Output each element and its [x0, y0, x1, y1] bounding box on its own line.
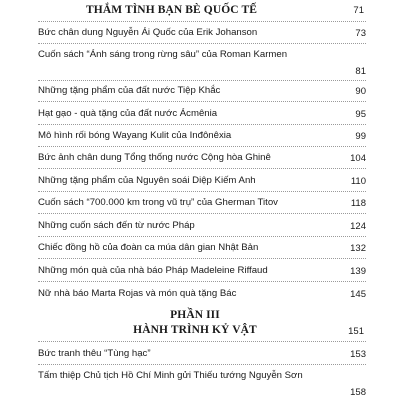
toc-entry-title: Bức tranh thêu “Tùng hạc”: [38, 348, 151, 359]
toc-entry[interactable]: [38, 219, 366, 232]
divider: [38, 191, 366, 192]
divider: [38, 80, 366, 81]
toc-entry[interactable]: [38, 48, 366, 76]
toc-entry-page: 132: [350, 243, 366, 254]
toc-entry-title: Tấm thiệp Chủ tịch Hồ Chí Minh gửi Thiếu tướng Nguyễn Sơn: [38, 370, 303, 381]
toc-entry-page: 104: [350, 153, 366, 164]
part-title: HÀNH TRÌNH KỶ VẬT: [133, 324, 257, 336]
toc-entry-page: 95: [355, 109, 366, 120]
toc-entry-title: Những tặng phẩm của đất nước Tiệp Khắc: [38, 85, 221, 96]
toc-entry-title: Bức chân dung Nguyễn Ái Quốc của Erik Johanson: [38, 27, 258, 38]
toc-entry-page: 139: [350, 266, 366, 277]
divider: [38, 168, 366, 169]
section-page-number: 71: [353, 5, 364, 16]
divider: [38, 364, 366, 365]
toc-entry-page: 145: [350, 289, 366, 300]
toc-entry[interactable]: [38, 287, 366, 300]
toc-entry-title: Cuốn sách “Ánh sáng trong rừng sâu” của Roman Karmen: [38, 49, 288, 60]
toc-entry-page: 73: [355, 28, 366, 39]
toc-entry[interactable]: [38, 129, 366, 142]
toc-entry[interactable]: [38, 26, 366, 39]
toc-entry[interactable]: [38, 84, 366, 97]
divider: [38, 281, 366, 282]
divider: [38, 236, 366, 237]
toc-entry-title: Hạt gạo - quà tặng của đất nước Ácmênia: [38, 108, 218, 119]
toc-entry-title: Bức ảnh chân dung Tổng thống nước Cộng hòa Ghinê: [38, 152, 271, 163]
toc-entry[interactable]: [38, 347, 366, 360]
toc-entry[interactable]: [38, 107, 366, 120]
toc-entry-page: 110: [350, 176, 366, 187]
toc-entry[interactable]: [38, 369, 366, 397]
toc-entry-title: Những tặng phẩm của Nguyên soái Diệp Kiếm Anh: [38, 175, 256, 186]
divider: [38, 258, 366, 259]
divider: [38, 213, 366, 214]
toc-entry-title: Chiếc đồng hồ của đoàn ca múa dân gian Nhật Bản: [38, 242, 259, 253]
part-label: PHẦN III: [170, 309, 220, 321]
toc-entry[interactable]: [38, 151, 366, 164]
toc-entry-title: Cuốn sách “700.000 km trong vũ trụ” của Gherman Titov: [38, 197, 278, 208]
section-title-international: THẮM TÌNH BẠN BÈ QUỐC TẾ: [86, 4, 257, 16]
toc-entry-page: 99: [355, 131, 366, 142]
part-page-number: 151: [348, 326, 364, 337]
divider: [38, 101, 366, 102]
divider: [38, 341, 366, 342]
toc-entry-title: Mô hình rối bóng Wayang Kulit của Inđônêxia: [38, 130, 232, 141]
divider: [38, 43, 366, 44]
divider: [38, 146, 366, 147]
toc-entry-page: 153: [350, 349, 366, 360]
toc-entry[interactable]: [38, 241, 366, 254]
toc-entry-page: 158: [350, 387, 366, 398]
toc-entry[interactable]: [38, 264, 366, 277]
toc-entry-page: 81: [355, 66, 366, 77]
toc-entry[interactable]: [38, 174, 366, 187]
divider: [38, 124, 366, 125]
toc-entry-title: Những cuốn sách đến từ nước Pháp: [38, 220, 195, 231]
divider: [38, 21, 366, 22]
toc-entry-page: 90: [355, 86, 366, 97]
toc-entry-title: Những món quà của nhà báo Pháp Madeleine Riffaud: [38, 265, 268, 276]
toc-entry-page: 118: [350, 198, 366, 209]
toc-entry[interactable]: [38, 196, 366, 209]
toc-entry-title: Nữ nhà báo Marta Rojas và món quà tặng Bác: [38, 288, 237, 299]
toc-entry-page: 124: [350, 221, 366, 232]
